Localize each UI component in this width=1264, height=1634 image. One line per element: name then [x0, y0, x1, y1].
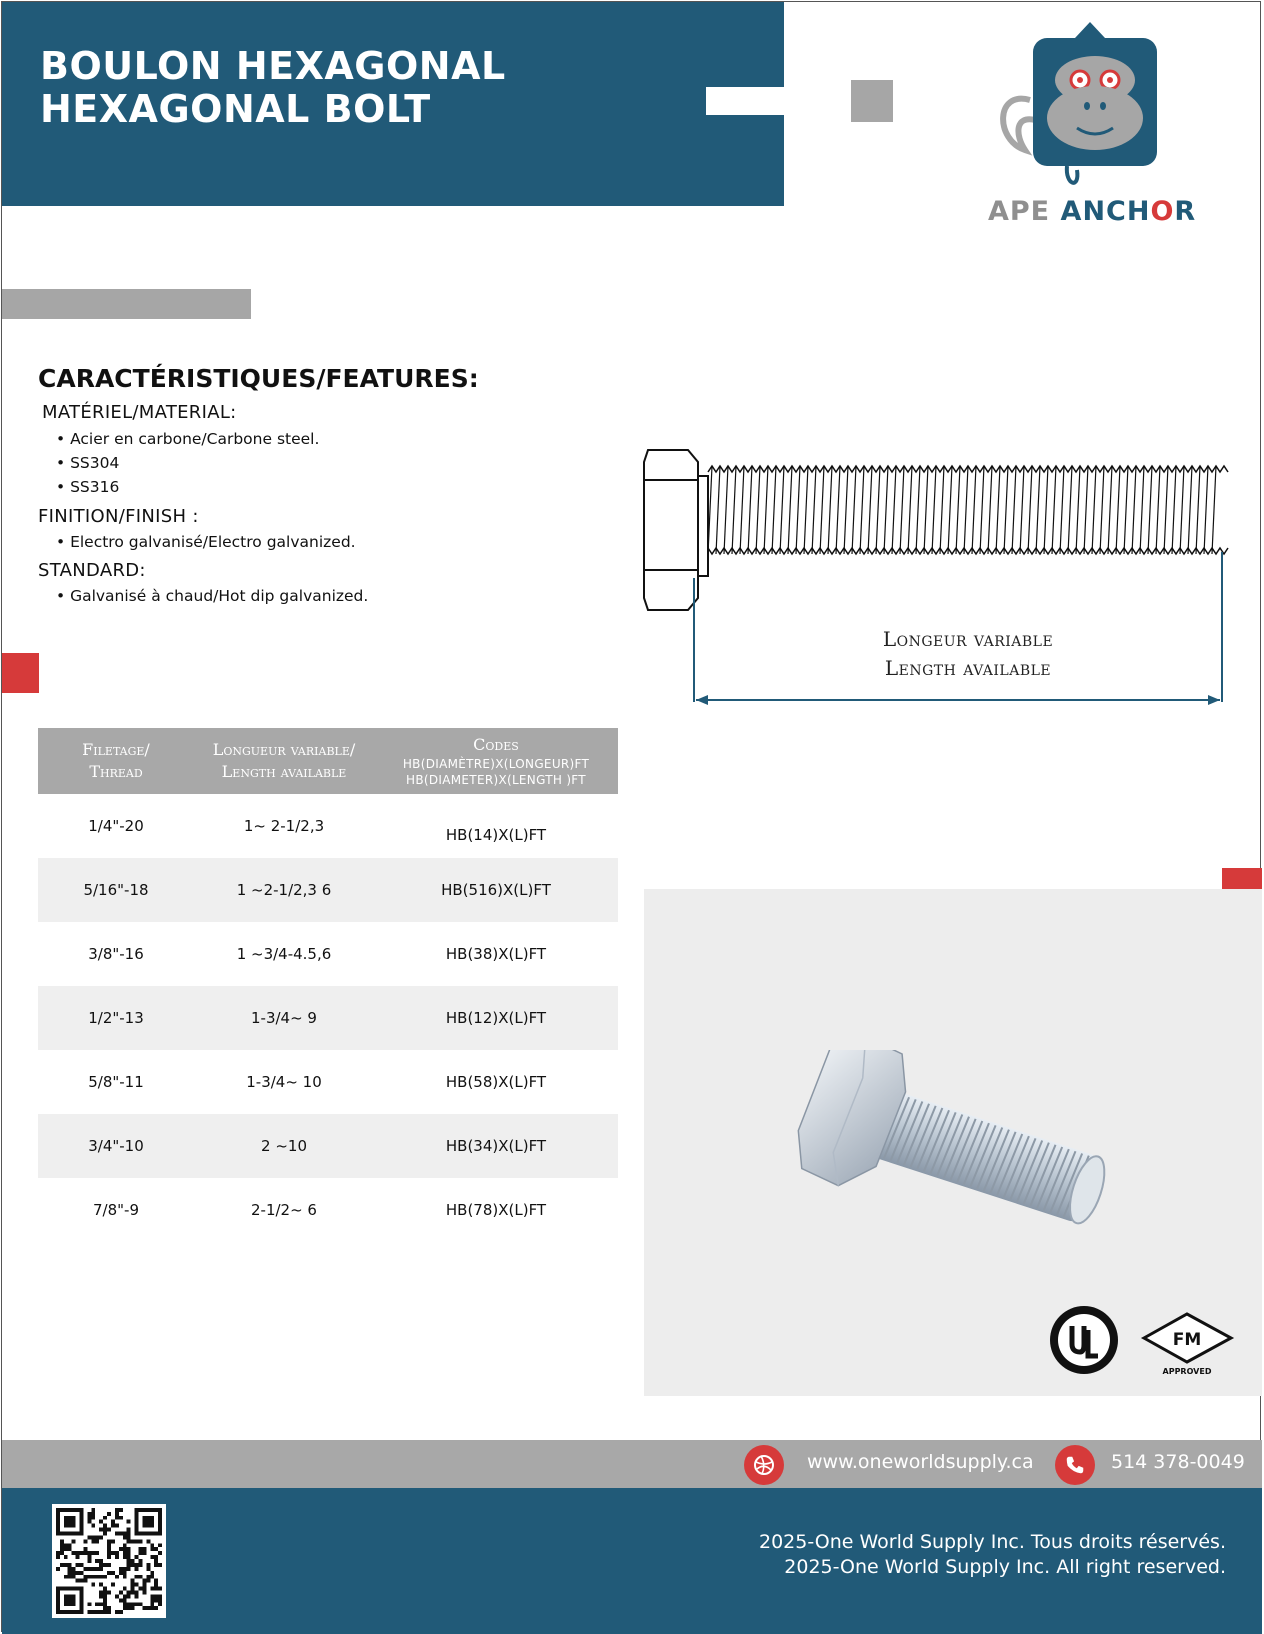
code-cell: HB(58)X(L)FT: [445, 1073, 547, 1091]
bolt-spec-table: [38, 728, 618, 1242]
title-french: BOULON HEXAGONAL: [40, 44, 506, 88]
header-thread-en: Thread: [89, 762, 143, 781]
standard-heading: STANDARD:: [38, 560, 146, 581]
standard-item: • Galvanisé à chaud/Hot dip galvanized.: [56, 587, 369, 605]
finish-heading: FINITION/FINISH :: [38, 506, 199, 527]
length-cell: 1 ~2-1/2,3 6: [236, 881, 332, 899]
table-row: [38, 986, 618, 1050]
brand-word-anchor: ANCH: [1060, 196, 1151, 227]
code-cell: HB(78)X(L)FT: [445, 1201, 547, 1219]
thread-cell: 5/8"-11: [88, 1073, 144, 1091]
decorative-grey-bar: [2, 289, 251, 319]
bolt-thread-drawing: [708, 466, 1228, 554]
table-row: [38, 858, 618, 922]
thread-cell: 1/2"-13: [88, 1009, 144, 1027]
header-length: [194, 728, 374, 794]
thread-cell: 5/16"-18: [83, 881, 149, 899]
table-row: [38, 1178, 618, 1242]
hex-bolt-photo: [795, 1050, 1125, 1250]
length-cell: 1~ 2-1/2,3: [243, 817, 325, 835]
header-length-fr: Longueur variable/: [212, 740, 356, 759]
length-cell: 1 ~3/4-4.5,6: [236, 945, 332, 963]
phone-number[interactable]: 514 378-0049: [1111, 1451, 1245, 1473]
header-thread-fr: Filetage/: [82, 740, 150, 759]
fm-approved-icon: [1140, 1312, 1235, 1376]
copyright-french: 2025-One World Supply Inc. Tous droits réservés.: [759, 1531, 1226, 1553]
material-item: • Acier en carbone/Carbone steel.: [56, 430, 320, 448]
ul-certification-icon: [1048, 1304, 1120, 1376]
phone-icon: [1055, 1445, 1095, 1485]
header-codes-title: Codes: [473, 735, 519, 754]
header-codes-en: HB(DIAMETER)X(LENGTH )FT: [406, 773, 586, 787]
table-row: [38, 1114, 618, 1178]
code-cell: HB(38)X(L)FT: [445, 945, 547, 963]
length-cell: 1-3/4~ 9: [251, 1009, 317, 1027]
length-cell: 2 ~10: [261, 1137, 307, 1155]
code-cell: HB(516)X(L)FT: [441, 881, 551, 899]
decorative-grey-square: [851, 80, 893, 122]
brand-word-ape: APE: [988, 196, 1051, 227]
table-header: [38, 728, 618, 794]
thread-cell: 1/4"-20: [88, 817, 144, 835]
length-label-french: Longeur variable: [882, 627, 1054, 651]
qr-code-icon[interactable]: [52, 1504, 166, 1618]
header-codes: [374, 728, 618, 794]
header-codes-fr: HB(DIAMÈTRE)X(LONGEUR)FT: [402, 757, 590, 771]
bolt-head-drawing: [644, 450, 706, 610]
brand-letter-r: R: [1174, 196, 1197, 227]
header-length-en: Length available: [221, 762, 347, 781]
table-row: [38, 1050, 618, 1114]
code-cell: HB(34)X(L)FT: [445, 1137, 547, 1155]
decorative-white-bar: [706, 87, 784, 115]
copyright-english: 2025-One World Supply Inc. All right reserved.: [784, 1556, 1226, 1578]
fm-approved-text: APPROVED: [1162, 1367, 1212, 1376]
table-row: [38, 922, 618, 986]
title-english: HEXAGONAL BOLT: [40, 87, 431, 131]
material-item: • SS304: [56, 454, 120, 472]
length-cell: 1-3/4~ 10: [246, 1073, 322, 1091]
header-thread: [38, 728, 194, 794]
table-row: [38, 794, 618, 858]
code-cell: HB(14)X(L)FT: [445, 826, 547, 844]
length-label-english: Length available: [884, 656, 1052, 680]
material-item: • SS316: [56, 478, 120, 496]
brand-wordmark: [988, 196, 1196, 227]
length-cell: 2-1/2~ 6: [251, 1201, 317, 1219]
features-heading: CARACTÉRISTIQUES/FEATURES:: [38, 364, 479, 393]
thread-cell: 3/8"-16: [88, 945, 144, 963]
code-cell: HB(12)X(L)FT: [445, 1009, 547, 1027]
globe-icon: [744, 1445, 784, 1485]
thread-cell: 7/8"-9: [93, 1201, 139, 1219]
fm-mark-text: FM: [1172, 1330, 1202, 1350]
decorative-red-square-left: [2, 653, 39, 693]
thread-cell: 3/4"-10: [88, 1137, 144, 1155]
material-heading: MATÉRIEL/MATERIAL:: [42, 402, 237, 423]
brand-letter-o: O: [1150, 196, 1175, 227]
website-link[interactable]: www.oneworldsupply.ca: [807, 1451, 1034, 1473]
finish-item: • Electro galvanisé/Electro galvanized.: [56, 533, 356, 551]
